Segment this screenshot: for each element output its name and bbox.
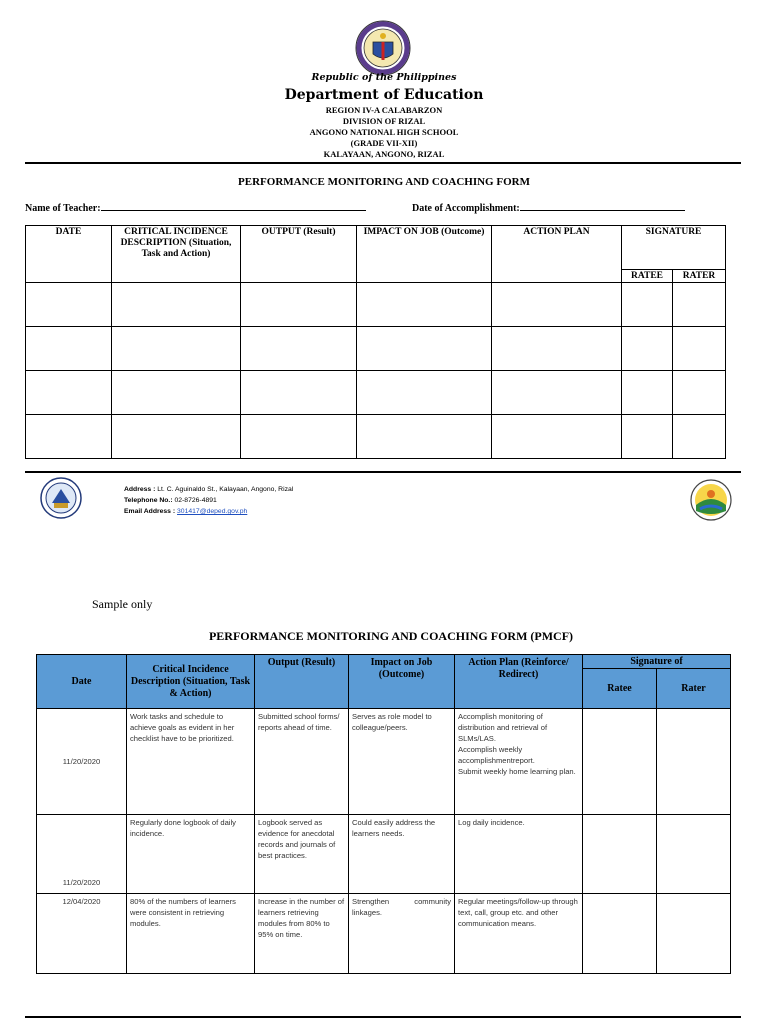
date-accomplishment-field xyxy=(412,201,685,214)
row-rater-signature xyxy=(657,894,731,974)
table-row xyxy=(26,283,726,327)
col-critical: CRITICAL INCIDENCE DESCRIPTION (Situation, Task and Action) xyxy=(112,226,241,283)
address-line: KALAYAAN, ANGONO, RIZAL xyxy=(323,149,445,159)
email-label: Email Address : xyxy=(124,508,176,515)
form-title: PERFORMANCE MONITORING AND COACHING FORM xyxy=(238,176,530,188)
row-output: Increase in the number of learners retrieving modules from 80% to 95% on time. xyxy=(255,894,349,974)
school-line: ANGONO NATIONAL HIGH SCHOOL xyxy=(309,127,459,137)
division-logo-icon xyxy=(690,479,732,521)
col-signature: SIGNATURE xyxy=(622,226,726,270)
pmcf-title: PERFORMANCE MONITORING AND COACHING FORM (PMCF) xyxy=(208,629,574,643)
sample-table xyxy=(36,654,731,974)
sample-col-impact: Impact on Job (Outcome) xyxy=(349,655,455,709)
header-divider xyxy=(25,162,741,164)
col-date: DATE xyxy=(26,226,112,283)
table-row xyxy=(26,327,726,371)
sample-note: Sample only xyxy=(92,597,153,611)
deped-seal-icon xyxy=(355,20,411,76)
sample-col-output: Output (Result) xyxy=(255,655,349,709)
row-critical: Regularly done logbook of daily incidence. xyxy=(127,815,255,894)
phone-label: Telephone No.: xyxy=(124,497,173,504)
col-action: ACTION PLAN xyxy=(492,226,622,283)
row-impact: Strengthen community linkages. xyxy=(349,894,455,974)
sample-col-action: Action Plan (Reinforce/ Redirect) xyxy=(455,655,583,709)
row-critical: Work tasks and schedule to achieve goals as evident in her checklist have to be prioritized. xyxy=(127,709,255,815)
row-rater-signature xyxy=(657,815,731,894)
row-output: Logbook served as evidence for anecdotal records and journals of best practices. xyxy=(255,815,349,894)
sample-col-date: Date xyxy=(37,655,127,709)
col-rater: RATER xyxy=(673,270,726,283)
table-row xyxy=(26,415,726,459)
sample-col-ratee: Ratee xyxy=(583,669,657,709)
address-label: Address : xyxy=(124,486,156,493)
row-rater-signature xyxy=(657,709,731,815)
email-link[interactable]: 301417@deped.gov.ph xyxy=(177,508,248,515)
republic-heading: Republic of the Philippines xyxy=(311,72,457,83)
row-critical: 80% of the numbers of learners were consistent in retrieving modules. xyxy=(127,894,255,974)
sample-col-rater: Rater xyxy=(657,669,731,709)
department-heading: Department of Education xyxy=(284,87,484,103)
bottom-divider xyxy=(25,1016,741,1018)
col-output: OUTPUT (Result) xyxy=(241,226,357,283)
school-seal-icon xyxy=(40,477,82,519)
table-row xyxy=(37,894,731,974)
row-output: Submitted school forms/ reports ahead of time. xyxy=(255,709,349,815)
sample-col-critical: Critical Incidence Description (Situation, Task & Action) xyxy=(127,655,255,709)
row-ratee-signature xyxy=(583,815,657,894)
teacher-name-field xyxy=(25,201,366,214)
table-row xyxy=(37,709,731,815)
date-accomplishment-label: Date of Accomplishment: xyxy=(412,203,520,214)
phone-value: 02-8726-4891 xyxy=(174,497,217,504)
footer-contact xyxy=(124,484,293,517)
table-row xyxy=(26,371,726,415)
row-action: Accomplish monitoring of distribution and retrieval of SLMs/LAS. Accomplish weekly accomplishmentreport. Submit weekly home learning plan. xyxy=(455,709,583,815)
col-ratee: RATEE xyxy=(622,270,673,283)
row-date: 12/04/2020 xyxy=(37,894,127,974)
row-action: Regular meetings/follow-up through text, call, group etc. and other communication means. xyxy=(455,894,583,974)
row-impact: Serves as role model to colleague/peers. xyxy=(349,709,455,815)
col-impact: IMPACT ON JOB (Outcome) xyxy=(357,226,492,283)
row-action: Log daily incidence. xyxy=(455,815,583,894)
row-impact: Could easily address the learners needs. xyxy=(349,815,455,894)
footer-divider xyxy=(25,471,741,473)
division-line: DIVISION OF RIZAL xyxy=(342,116,426,126)
blank-form-table xyxy=(25,225,726,459)
address-value: Lt. C. Aguinaldo St., Kalayaan, Angono, Rizal xyxy=(157,486,294,493)
row-date: 11/20/2020 xyxy=(37,815,127,894)
sample-col-signature: Signature of xyxy=(583,655,731,669)
row-ratee-signature xyxy=(583,709,657,815)
teacher-name-label: Name of Teacher: xyxy=(25,203,101,214)
row-ratee-signature xyxy=(583,894,657,974)
region-line: REGION IV-A CALABARZON xyxy=(325,105,443,115)
grade-line: (GRADE VII-XII) xyxy=(350,138,418,148)
row-date: 11/20/2020 xyxy=(37,709,127,815)
table-row xyxy=(37,815,731,894)
